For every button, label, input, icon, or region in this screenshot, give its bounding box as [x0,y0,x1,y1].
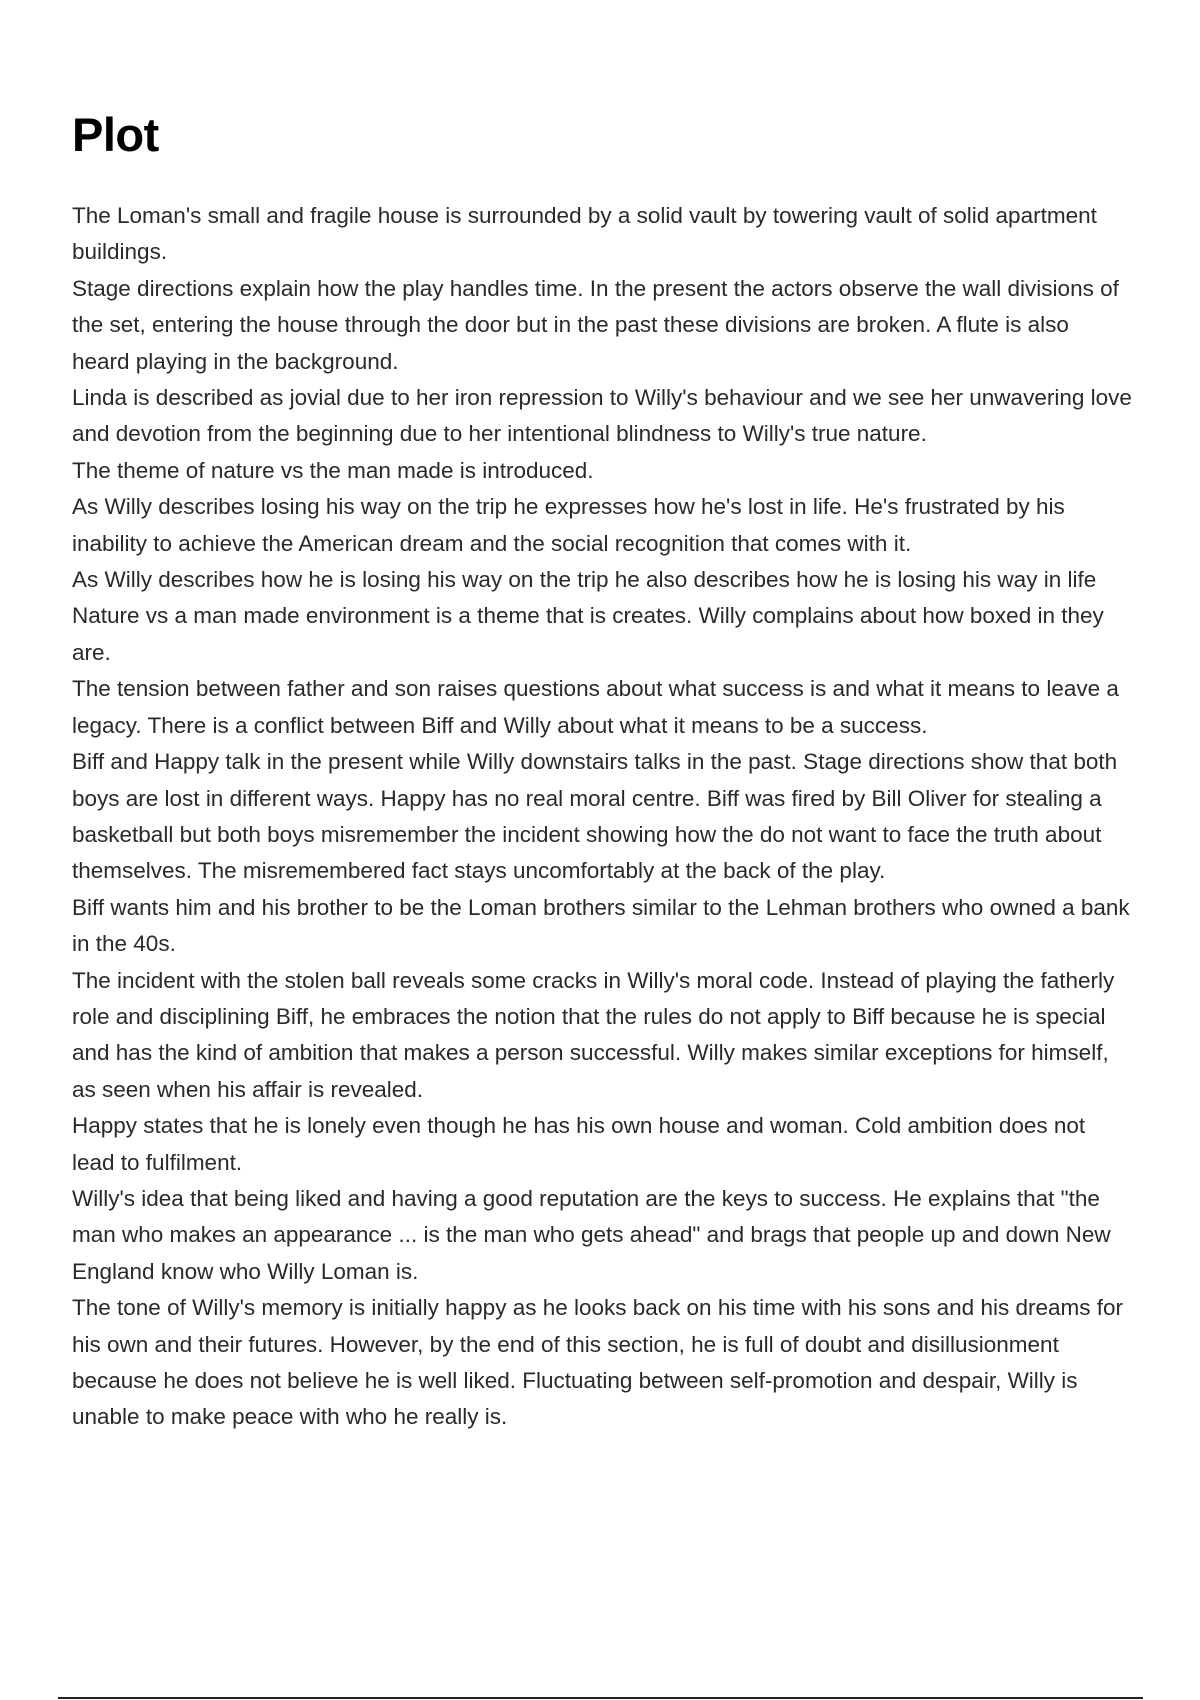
page-bottom-divider [58,1697,1143,1699]
paragraph: Linda is described as jovial due to her iron repression to Willy's behaviour and we see her unwavering love and devotion from the beginning due to her intentional blindness to Willy's true nature. [72,385,1132,447]
paragraph: Biff and Happy talk in the present while Willy downstairs talks in the past. Stage directions show that both boys are lost in different ways. Happy has no real moral centre. Biff was fired by Bill Oliver for stealing a basketball but both boys misremember the incident showing how the do not want to face the truth about themselves. The misremembered fact stays uncomfortably at the back of the play. [72,749,1118,884]
plot-body [72,198,1132,1436]
paragraph: Happy states that he is lonely even though he has his own house and woman. Cold ambition does not lead to fulfilment. [72,1113,1086,1175]
paragraph: Biff wants him and his brother to be the Loman brothers similar to the Lehman brothers who owned a bank in the 40s. [72,894,1130,957]
page-title: Plot [72,108,159,161]
paragraph: The incident with the stolen ball reveals some cracks in Willy's moral code. Instead of playing the fatherly role and disciplining Biff, he embraces the notion that the rules do not apply to Biff because he is special and has the kind of ambition that makes a person successful. Willy makes similar exceptions for himself, as seen when his affair is revealed. [72,967,1115,1102]
paragraph: Willy's idea that being liked and having a good reputation are the keys to success. He explains that "the man who makes an appearance ... is the man who gets ahead" and brags that people up and down New England know who Willy Loman is. [72,1185,1111,1284]
paragraph: Stage directions explain how the play handles time. In the present the actors observe the wall divisions of the set, entering the house through the door but in the past these divisions are broken. A flute is also heard playing in the background. [72,275,1119,374]
paragraph: Nature vs a man made environment is a theme that is creates. Willy complains about how boxed in they are. [72,603,1104,665]
paragraph: The Loman's small and fragile house is surrounded by a solid vault by towering vault of solid apartment buildings. [72,203,1097,265]
paragraph: The theme of nature vs the man made is introduced. [72,457,594,483]
paragraph: The tone of Willy's memory is initially happy as he looks back on his time with his sons and his dreams for his own and their futures. However, by the end of this section, he is full of doubt and disillusionment because he does not believe he is well liked. Fluctuating between self-promotion and despair, Willy is unable to make peace with who he really is. [72,1295,1123,1430]
paragraph: The tension between father and son raises questions about what success is and what it means to leave a legacy. There is a conflict between Biff and Willy about what it means to be a success. [72,676,1119,738]
paragraph: As Willy describes losing his way on the trip he expresses how he's lost in life. He's frustrated by his inability to achieve the American dream and the social recognition that comes with it. [72,494,1065,556]
paragraph: As Willy describes how he is losing his way on the trip he also describes how he is losing his way in life [72,567,1097,593]
document-page [72,0,1132,1430]
